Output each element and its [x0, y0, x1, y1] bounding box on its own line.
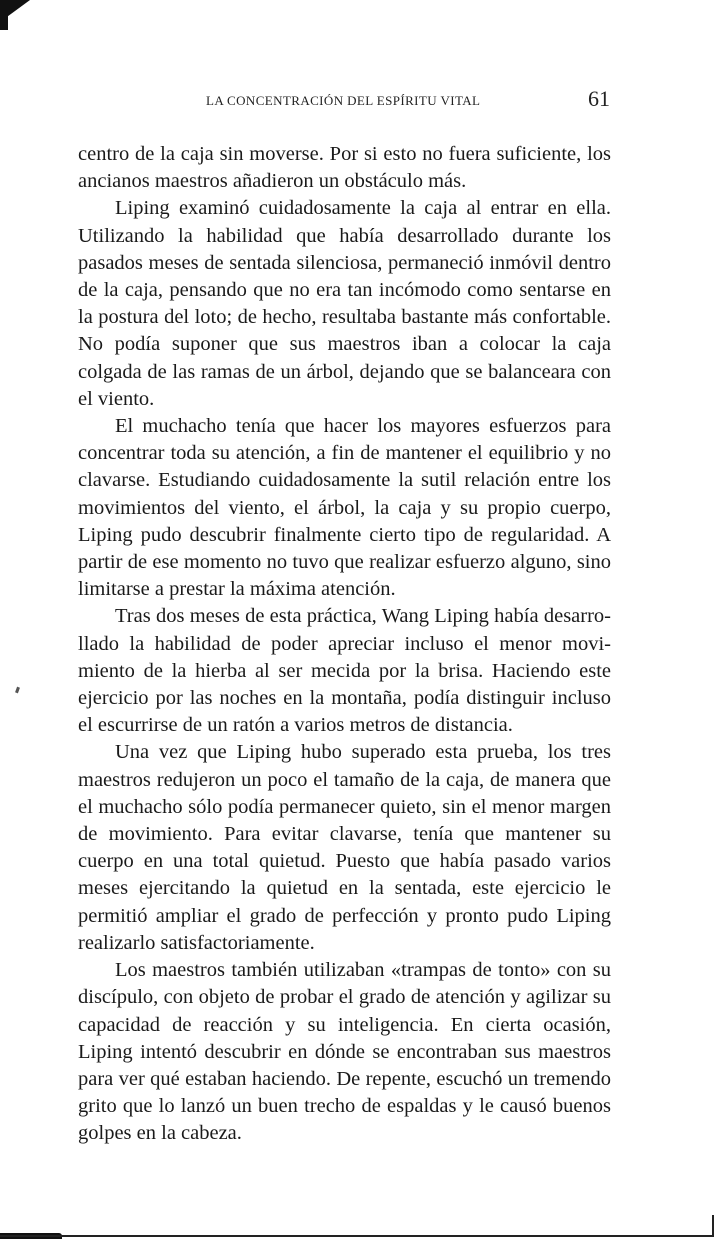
paragraph: centro de la caja sin moverse. Por si esto no fuera suficiente, los ancianos maestros añadieron un obstáculo más.	[78, 143, 611, 193]
paragraph: El muchacho tenía que hacer los mayores esfuerzos para concentrar toda su atención, a fin de mantener el equilibrio y no clavarse. Estudiando cuidadosamente la sutil relación entre los movimientos del viento, el árbol, la caja y su propio cuerpo, Liping pudo descubrir finalmente cierto tipo de regularidad. A partir de ese momento no tuvo que realizar esfuerzo alguno, sino limitarse a prestar la máxima atención.	[78, 415, 611, 601]
scan-corner-bar	[0, 0, 8, 30]
running-title: LA CONCENTRACIÓN DEL ESPÍRITU VITAL	[206, 93, 481, 108]
scan-bottom-right-tick	[712, 1215, 714, 1237]
paragraph: Los maestros también utilizaban «trampas de tonto» con su discípulo, con objeto de probar el grado de atención y agilizar su capacidad de reacción y su inteligencia. En cierta ocasión, Liping intentó descubrir en dónde se encontraban sus maestros para ver qué estaban haciendo. De repente, escuchó un tremendo grito que lo lanzó un buen trecho de espaldas y le causó buenos golpes en la cabeza.	[78, 959, 611, 1145]
paragraph: Una vez que Liping hubo superado esta prueba, los tres maestros redujeron un poco el tamaño de la caja, de manera que el muchacho sólo podía permanecer quieto, sin el menor margen de movimiento. Para evitar clavarse, tenía que mantener su cuerpo en una total quietud. Puesto que había pasado varios meses ejercitando la quietud en la sentada, este ejercicio le permitió ampliar el grado de perfección y pronto pudo Liping realizarlo satisfactoriamente.	[78, 741, 611, 954]
paragraph: Tras dos meses de esta práctica, Wang Liping había desarrollado la habilidad de poder apreciar incluso el menor movimiento de la hierba al ser mecida por la brisa. Haciendo este ejercicio por las noches en la montaña, podía distinguir incluso el escurrirse de un ratón a varios metros de distancia.	[78, 605, 611, 737]
scan-bottom-edge	[0, 1235, 714, 1237]
page-number: 61	[588, 86, 610, 111]
body-text	[78, 141, 611, 1148]
scan-stray-mark	[15, 687, 20, 694]
paragraph: Liping examinó cuidadosamente la caja al entrar en ella. Utilizando la habilidad que había desarrollado durante los pasados meses de sentada silenciosa, permaneció inmóvil dentro de la caja, pensando que no era tan incómodo como sentarse en la postura del loto; de hecho, resultaba bastante más confortable. No podía suponer que sus maestros iban a colocar la caja colgada de las ramas de un árbol, dejando que se balanceara con el viento.	[78, 197, 611, 410]
